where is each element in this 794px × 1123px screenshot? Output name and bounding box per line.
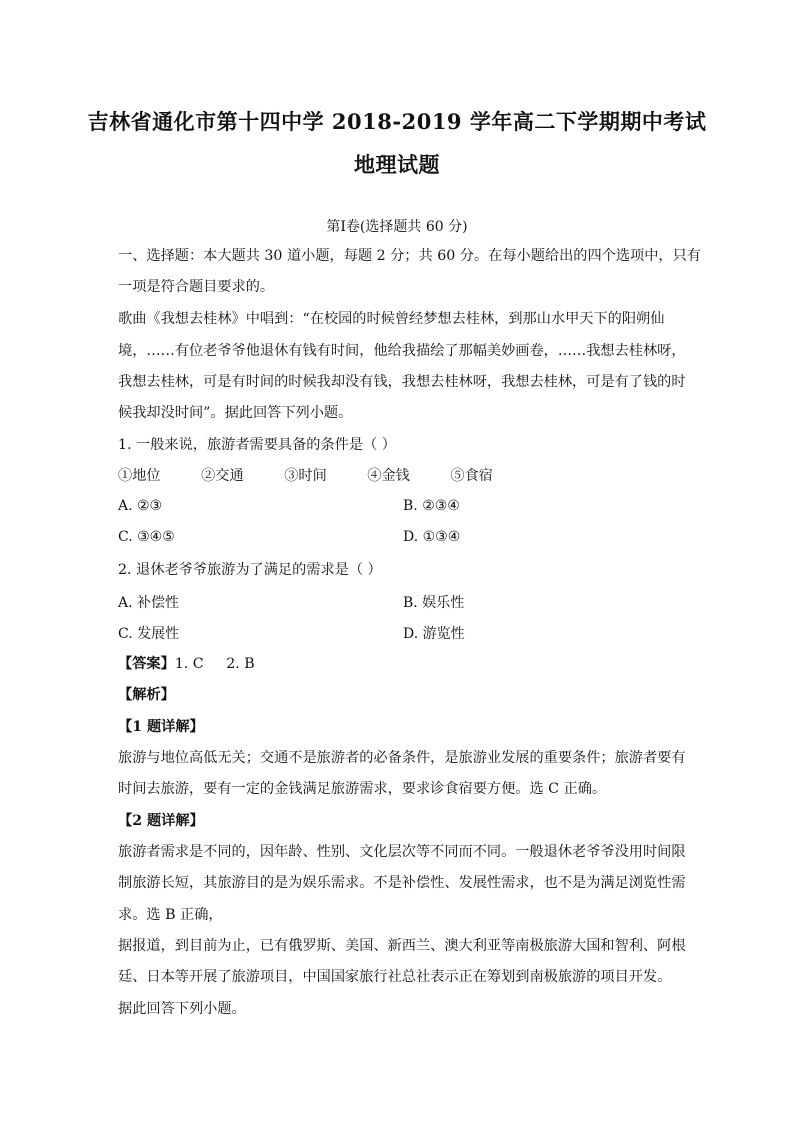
option-b: B. ②③④	[403, 498, 460, 514]
analysis-label: 【解析】	[118, 687, 175, 703]
analysis-line: 时间去旅游，要有一定的金钱满足旅游需求，要求诊食宿要方便。选 C 正确。	[118, 781, 607, 797]
answer-text: 1. C 2. B	[174, 656, 255, 672]
question-1-items	[118, 466, 678, 486]
option-d: D. 游览性	[403, 626, 465, 642]
instruction-line: 一项是符合题目要求的。	[118, 279, 275, 295]
passage-line: 境，……有位老爷爷他退休有钱有时间，他给我描绘了那幅美妙画卷，……我想去桂林呀，	[118, 343, 686, 359]
question-2-stem: 2. 退休老爷爷旅游为了满足的需求是（ ）	[118, 562, 382, 578]
q1-detail-label: 【1 题详解】	[118, 719, 204, 735]
section-heading: 第Ⅰ卷(选择题共 60 分)	[326, 219, 468, 235]
analysis-line: 求。选 B 正确，	[118, 907, 223, 923]
document-subtitle: 地理试题	[354, 152, 440, 177]
option-b: B. 娱乐性	[403, 595, 465, 611]
analysis-line: 旅游者需求是不同的，因年龄、性别、文化层次等不同而不同。一般退休老爷爷没用时间限	[118, 844, 686, 860]
passage-line: 据此回答下列小题。	[118, 1001, 246, 1017]
answer-label: 【答案】	[118, 656, 175, 672]
analysis-line: 制旅游长短，其旅游目的是为娱乐需求。不是补偿性、发展性需求，也不是为满足浏览性需	[118, 875, 686, 891]
passage-line: 我想去桂林，可是有时间的时候我却没有钱，我想去桂林呀，我想去桂林，可是有了钱的时	[118, 374, 686, 390]
option-a: A. ②③	[118, 498, 163, 514]
document-title: 吉林省通化市第十四中学 2018-2019 学年高二下学期期中考试	[87, 109, 707, 134]
answer-line	[118, 654, 678, 674]
passage-line: 歌曲《我想去桂林》中唱到：“在校园的时候曾经梦想去桂林，到那山水甲天下的阳朔仙	[118, 311, 665, 327]
question-1-stem: 1. 一般来说，旅游者需要具备的条件是（ ）	[118, 437, 396, 453]
passage-line: 据报道，到目前为止，已有俄罗斯、美国、新西兰、澳大利亚等南极旅游大国和智利、阿根	[118, 938, 686, 954]
q2-detail-label: 【2 题详解】	[118, 813, 204, 829]
option-c: C. 发展性	[118, 626, 180, 642]
analysis-line: 旅游与地位高低无关；交通不是旅游者的必备条件，是旅游业发展的重要条件；旅游者要有	[118, 750, 686, 766]
option-d: D. ①③④	[403, 529, 461, 545]
item: ②交通	[201, 468, 244, 484]
item: ①地位	[118, 468, 161, 484]
passage-line: 候我却没时间”。据此回答下列小题。	[118, 405, 353, 421]
item: ④金钱	[367, 468, 410, 484]
option-c: C. ③④⑤	[118, 529, 175, 545]
item: ⑤食宿	[450, 468, 493, 484]
option-a: A. 补偿性	[118, 595, 180, 611]
item: ③时间	[284, 468, 327, 484]
passage-line: 廷、日本等开展了旅游项目，中国国家旅行社总社表示正在筹划到南极旅游的项目开发。	[118, 969, 672, 985]
instruction-line: 一、选择题：本大题共 30 道小题，每题 2 分；共 60 分。在每小题给出的四个选项中，只有	[118, 248, 701, 264]
